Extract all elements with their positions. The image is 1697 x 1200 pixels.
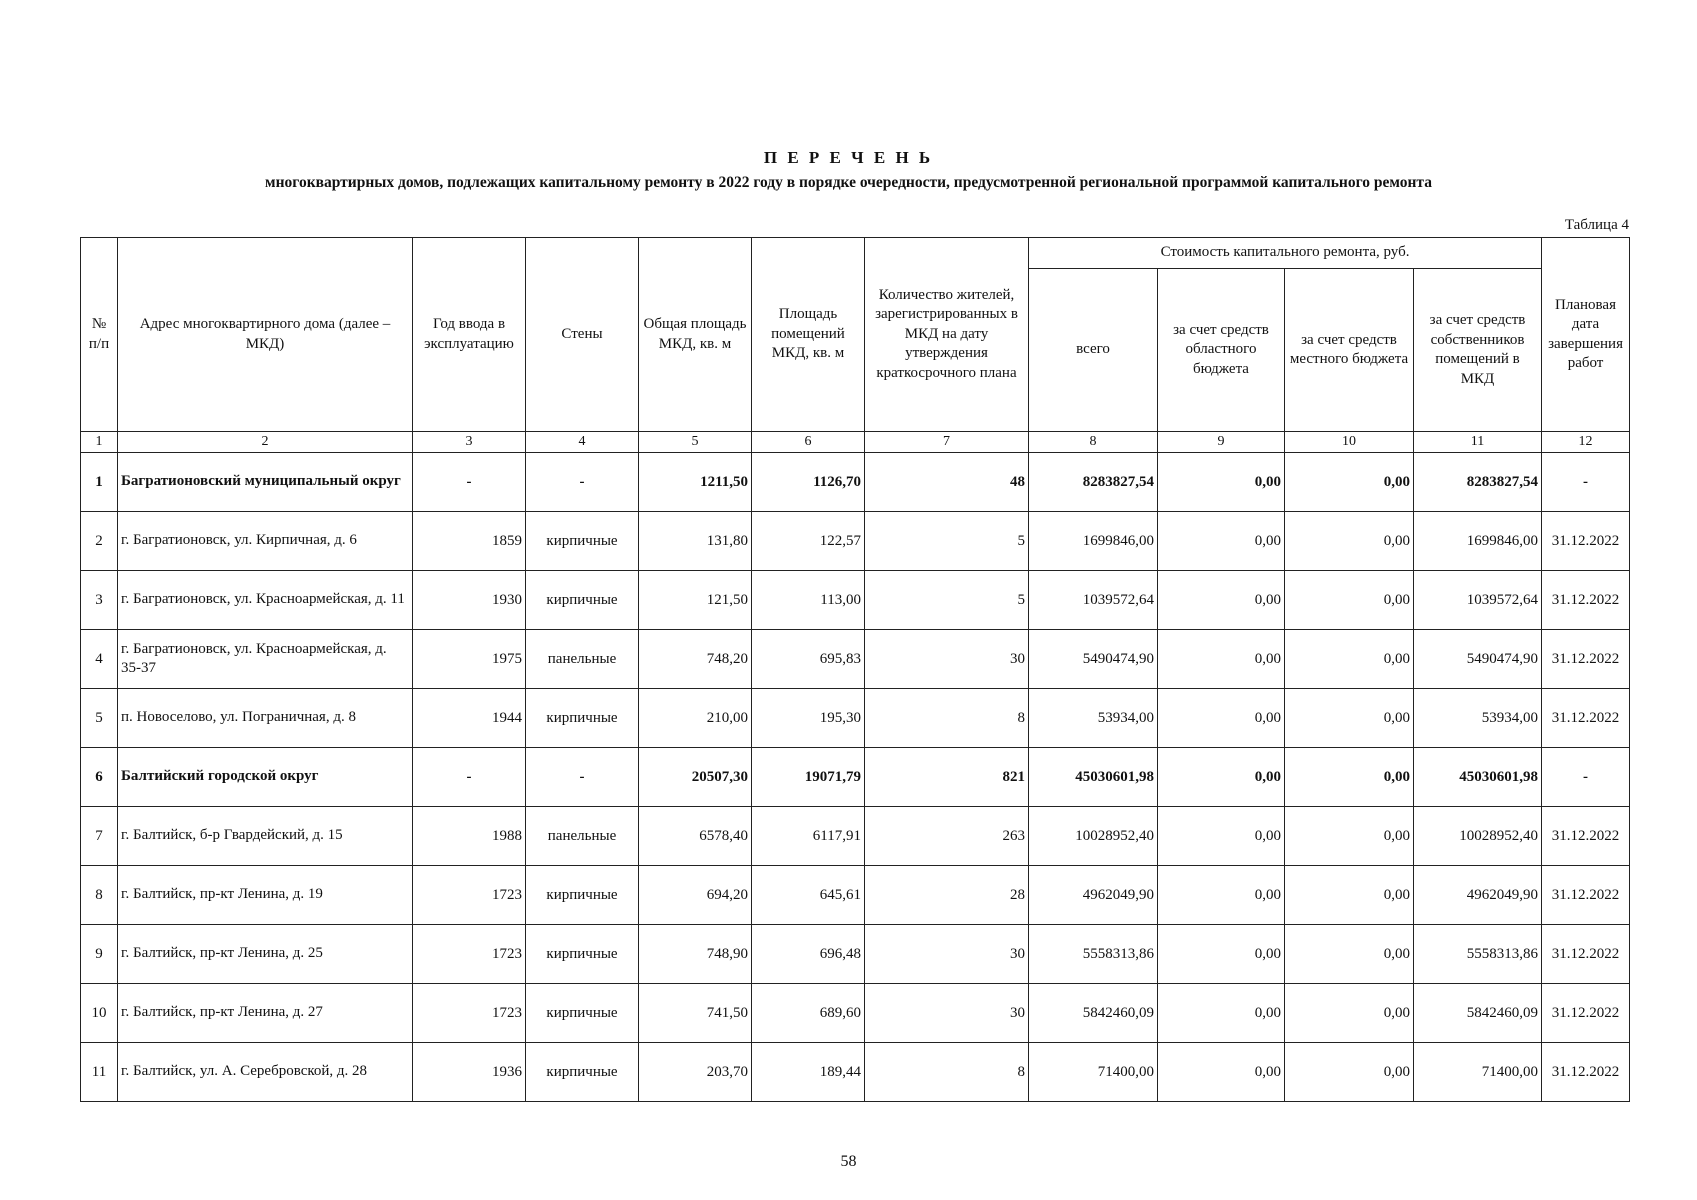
table-summary-row [81,748,1630,807]
planned-date-cell: 31.12.2022 [1542,512,1630,571]
cost-owners-cell: 5558313,86 [1414,925,1542,984]
cost-total-cell: 5842460,09 [1029,984,1158,1043]
column-number: 9 [1158,432,1285,453]
planned-date-cell: 31.12.2022 [1542,866,1630,925]
cost-local-cell: 0,00 [1285,748,1414,807]
cost-local-cell: 0,00 [1285,630,1414,689]
header-year: Год ввода в эксплуатацию [413,238,526,432]
cost-regional-cell: 0,00 [1158,748,1285,807]
row-number: 6 [81,748,118,807]
column-number: 5 [639,432,752,453]
walls-cell: - [526,453,639,512]
residents-cell: 30 [865,925,1029,984]
premises-area-cell: 113,00 [752,571,865,630]
address-cell: г. Багратионовск, ул. Кирпичная, д. 6 [118,512,413,571]
row-number: 3 [81,571,118,630]
column-number: 8 [1029,432,1158,453]
address-cell: Балтийский городской округ [118,748,413,807]
header-address: Адрес многоквартирного дома (далее – МКД) [118,238,413,432]
cost-total-cell: 10028952,40 [1029,807,1158,866]
column-number: 6 [752,432,865,453]
premises-area-cell: 1126,70 [752,453,865,512]
header-walls: Стены [526,238,639,432]
year-cell: 1988 [413,807,526,866]
walls-cell: кирпичные [526,689,639,748]
table-row [81,866,1630,925]
total-area-cell: 694,20 [639,866,752,925]
cost-total-cell: 53934,00 [1029,689,1158,748]
walls-cell: кирпичные [526,925,639,984]
premises-area-cell: 696,48 [752,925,865,984]
row-number: 11 [81,1043,118,1102]
header-residents: Количество жителей, зарегистрированных в МКД на дату утверждения краткосрочного плана [865,238,1029,432]
cost-regional-cell: 0,00 [1158,630,1285,689]
table-row [81,689,1630,748]
row-number: 5 [81,689,118,748]
planned-date-cell: 31.12.2022 [1542,984,1630,1043]
column-number: 2 [118,432,413,453]
total-area-cell: 741,50 [639,984,752,1043]
column-number: 12 [1542,432,1630,453]
total-area-cell: 6578,40 [639,807,752,866]
table-row [81,807,1630,866]
year-cell: 1930 [413,571,526,630]
residents-cell: 8 [865,1043,1029,1102]
cost-regional-cell: 0,00 [1158,807,1285,866]
cost-owners-cell: 5842460,09 [1414,984,1542,1043]
premises-area-cell: 195,30 [752,689,865,748]
year-cell: 1936 [413,1043,526,1102]
cost-owners-cell: 53934,00 [1414,689,1542,748]
premises-area-cell: 122,57 [752,512,865,571]
header-cost-regional: за счет средств областного бюджета [1158,269,1285,432]
row-number: 9 [81,925,118,984]
row-number: 2 [81,512,118,571]
total-area-cell: 210,00 [639,689,752,748]
column-number: 3 [413,432,526,453]
cost-owners-cell: 8283827,54 [1414,453,1542,512]
address-cell: г. Багратионовск, ул. Красноармейская, д. 11 [118,571,413,630]
table-label: Таблица 4 [1564,217,1629,233]
column-number: 1 [81,432,118,453]
cost-total-cell: 5558313,86 [1029,925,1158,984]
cost-owners-cell: 71400,00 [1414,1043,1542,1102]
address-cell: г. Балтийск, пр-кт Ленина, д. 25 [118,925,413,984]
residents-cell: 8 [865,689,1029,748]
year-cell: 1859 [413,512,526,571]
address-cell: г. Багратионовск, ул. Красноармейская, д. 35-37 [118,630,413,689]
premises-area-cell: 645,61 [752,866,865,925]
header-num: № п/п [81,238,118,432]
header-cost-group: Стоимость капитального ремонта, руб. [1029,238,1542,269]
planned-date-cell: 31.12.2022 [1542,925,1630,984]
header-total-area: Общая площадь МКД, кв. м [639,238,752,432]
premises-area-cell: 6117,91 [752,807,865,866]
residents-cell: 5 [865,571,1029,630]
cost-local-cell: 0,00 [1285,453,1414,512]
cost-regional-cell: 0,00 [1158,453,1285,512]
year-cell: 1975 [413,630,526,689]
cost-regional-cell: 0,00 [1158,984,1285,1043]
row-number: 4 [81,630,118,689]
premises-area-cell: 189,44 [752,1043,865,1102]
cost-local-cell: 0,00 [1285,512,1414,571]
total-area-cell: 20507,30 [639,748,752,807]
cost-owners-cell: 4962049,90 [1414,866,1542,925]
cost-total-cell: 71400,00 [1029,1043,1158,1102]
row-number: 10 [81,984,118,1043]
cost-local-cell: 0,00 [1285,571,1414,630]
document-subtitle: многоквартирных домов, подлежащих капитальному ремонту в 2022 году в порядке очередности, предусмотренной региональной программой капитального ремонта [265,174,1432,191]
address-cell: г. Балтийск, пр-кт Ленина, д. 27 [118,984,413,1043]
document-title: П Е Р Е Ч Е Н Ь [763,148,934,167]
premises-area-cell: 689,60 [752,984,865,1043]
year-cell: - [413,453,526,512]
header-premises-area: Площадь помещений МКД, кв. м [752,238,865,432]
planned-date-cell: 31.12.2022 [1542,807,1630,866]
walls-cell: кирпичные [526,984,639,1043]
address-cell: г. Балтийск, б-р Гвардейский, д. 15 [118,807,413,866]
page-number: 58 [840,1153,857,1170]
total-area-cell: 748,20 [639,630,752,689]
table-row [81,512,1630,571]
residents-cell: 28 [865,866,1029,925]
row-number: 7 [81,807,118,866]
table-row [81,630,1630,689]
cost-owners-cell: 1699846,00 [1414,512,1542,571]
total-area-cell: 748,90 [639,925,752,984]
cost-local-cell: 0,00 [1285,1043,1414,1102]
planned-date-cell: 31.12.2022 [1542,689,1630,748]
column-number: 11 [1414,432,1542,453]
column-number: 4 [526,432,639,453]
cost-regional-cell: 0,00 [1158,512,1285,571]
address-cell: Багратионовский муниципальный округ [118,453,413,512]
residents-cell: 30 [865,630,1029,689]
cost-regional-cell: 0,00 [1158,925,1285,984]
address-cell: г. Балтийск, пр-кт Ленина, д. 19 [118,866,413,925]
planned-date-cell: 31.12.2022 [1542,1043,1630,1102]
cost-total-cell: 1039572,64 [1029,571,1158,630]
cost-owners-cell: 1039572,64 [1414,571,1542,630]
table-body [81,453,1630,1102]
planned-date-cell: 31.12.2022 [1542,571,1630,630]
cost-local-cell: 0,00 [1285,689,1414,748]
total-area-cell: 131,80 [639,512,752,571]
column-number: 7 [865,432,1029,453]
table-row [81,984,1630,1043]
cost-total-cell: 5490474,90 [1029,630,1158,689]
premises-area-cell: 19071,79 [752,748,865,807]
walls-cell: - [526,748,639,807]
premises-area-cell: 695,83 [752,630,865,689]
total-area-cell: 1211,50 [639,453,752,512]
cost-regional-cell: 0,00 [1158,689,1285,748]
header-planned-date: Плановая дата завершения работ [1542,238,1630,432]
header-cost-local: за счет средств местного бюджета [1285,269,1414,432]
walls-cell: панельные [526,807,639,866]
residents-cell: 30 [865,984,1029,1043]
residents-cell: 821 [865,748,1029,807]
cost-local-cell: 0,00 [1285,925,1414,984]
year-cell: - [413,748,526,807]
cost-total-cell: 8283827,54 [1029,453,1158,512]
residents-cell: 48 [865,453,1029,512]
header-cost-owners: за счет средств собственников помещений в МКД [1414,269,1542,432]
cost-regional-cell: 0,00 [1158,571,1285,630]
table-row [81,571,1630,630]
walls-cell: кирпичные [526,1043,639,1102]
total-area-cell: 121,50 [639,571,752,630]
table-row [81,1043,1630,1102]
year-cell: 1723 [413,925,526,984]
cost-regional-cell: 0,00 [1158,1043,1285,1102]
planned-date-cell: 31.12.2022 [1542,630,1630,689]
residents-cell: 263 [865,807,1029,866]
year-cell: 1723 [413,866,526,925]
column-numbers-row [81,432,1630,453]
cost-owners-cell: 5490474,90 [1414,630,1542,689]
table-summary-row [81,453,1630,512]
walls-cell: кирпичные [526,866,639,925]
cost-owners-cell: 10028952,40 [1414,807,1542,866]
walls-cell: кирпичные [526,512,639,571]
houses-table [80,237,1630,1102]
table-row [81,925,1630,984]
cost-total-cell: 1699846,00 [1029,512,1158,571]
address-cell: п. Новоселово, ул. Пограничная, д. 8 [118,689,413,748]
walls-cell: кирпичные [526,571,639,630]
cost-local-cell: 0,00 [1285,807,1414,866]
row-number: 8 [81,866,118,925]
address-cell: г. Балтийск, ул. А. Серебровской, д. 28 [118,1043,413,1102]
walls-cell: панельные [526,630,639,689]
cost-total-cell: 45030601,98 [1029,748,1158,807]
row-number: 1 [81,453,118,512]
cost-total-cell: 4962049,90 [1029,866,1158,925]
year-cell: 1944 [413,689,526,748]
cost-local-cell: 0,00 [1285,866,1414,925]
residents-cell: 5 [865,512,1029,571]
column-number: 10 [1285,432,1414,453]
header-cost-total: всего [1029,269,1158,432]
cost-owners-cell: 45030601,98 [1414,748,1542,807]
planned-date-cell: - [1542,748,1630,807]
cost-local-cell: 0,00 [1285,984,1414,1043]
cost-regional-cell: 0,00 [1158,866,1285,925]
total-area-cell: 203,70 [639,1043,752,1102]
planned-date-cell: - [1542,453,1630,512]
year-cell: 1723 [413,984,526,1043]
